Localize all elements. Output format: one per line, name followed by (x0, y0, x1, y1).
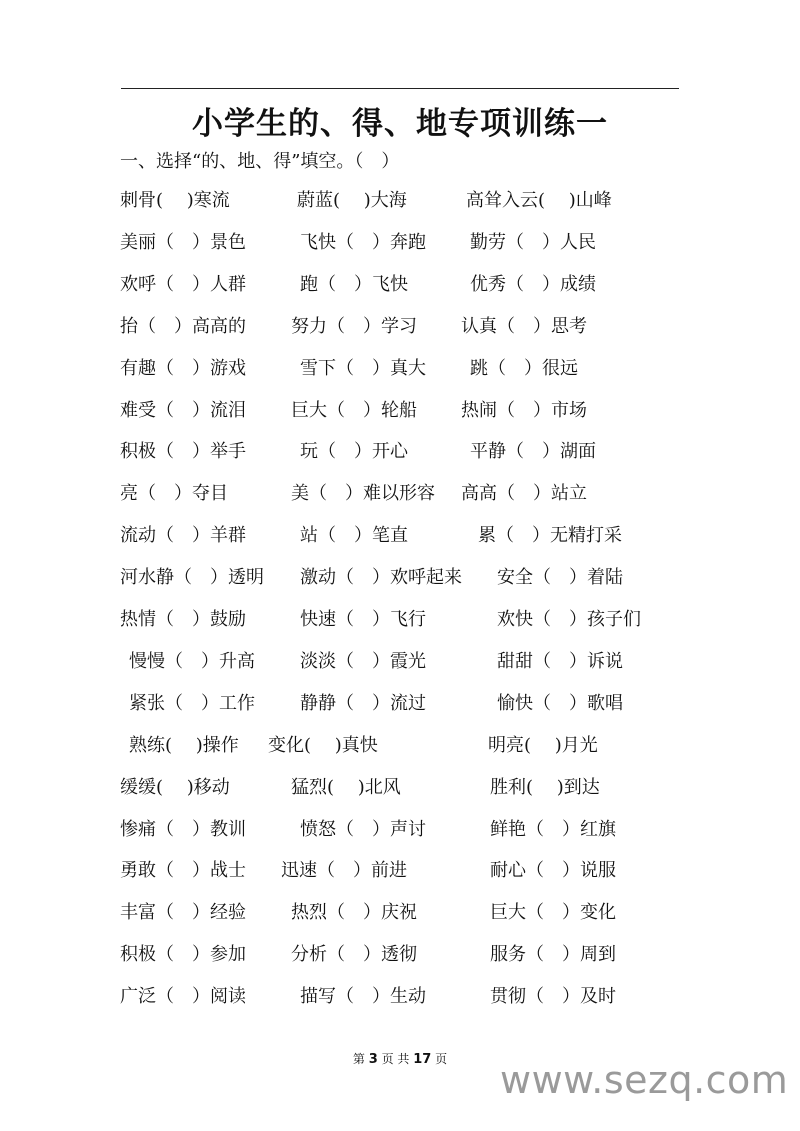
exercise-item: 河水静（ ）透明 (120, 567, 264, 589)
exercise-item: 惨痛（ ）教训 (120, 818, 246, 840)
exercise-item: 丰富（ ）经验 (120, 902, 246, 924)
exercise-item: 胜利( )到达 (490, 776, 600, 798)
exercise-item: 愤怒（ ）声讨 (300, 818, 426, 840)
exercise-item: 玩（ ）开心 (300, 441, 408, 463)
exercise-item: 静静（ ）流过 (300, 692, 426, 714)
exercise-item: 站（ ）笔直 (300, 525, 408, 547)
exercise-item: 努力（ ）学习 (291, 315, 417, 337)
exercise-item: 蔚蓝( )大海 (297, 190, 407, 211)
exercise-item: 快速（ ）飞行 (300, 609, 426, 630)
exercise-item: 美丽（ ）景色 (120, 231, 246, 253)
exercise-item: 贯彻（ ）及时 (490, 986, 616, 1008)
watermark: www.sezq.com (500, 1058, 789, 1102)
exercise-item: 耐心（ ）说服 (490, 860, 616, 882)
exercise-item: 高耸入云( )山峰 (466, 190, 612, 211)
current-page: 3 (368, 1052, 378, 1067)
exercise-item: 刺骨( )寒流 (120, 190, 230, 211)
footer-suffix: 页 (435, 1052, 448, 1066)
exercise-item: 分析（ ）透彻 (291, 944, 417, 966)
page-title: 小学生的、得、地专项训练一 (192, 106, 608, 142)
exercise-item: 缓缓( )移动 (120, 776, 230, 798)
instruction: 一、选择“的、地、得”填空。（ ） (120, 151, 400, 172)
exercise-item: 认真（ ）思考 (461, 315, 587, 337)
exercise-item: 热闹（ ）市场 (461, 399, 587, 421)
header-rule (121, 88, 679, 89)
exercise-item: 亮（ ）夺目 (120, 483, 228, 505)
exercise-item: 慢慢（ ）升高 (129, 650, 255, 672)
exercise-item: 广泛（ ）阅读 (120, 986, 246, 1008)
exercise-item: 跳（ ）很远 (470, 357, 578, 379)
exercise-item: 平静（ ）湖面 (470, 441, 596, 463)
footer-middle: 页 共 (381, 1052, 410, 1066)
exercise-item: 勇敢（ ）战士 (120, 860, 246, 882)
exercise-item: 跑（ ）飞快 (300, 273, 408, 295)
exercise-item: 优秀（ ）成绩 (470, 273, 596, 295)
exercise-item: 巨大（ ）变化 (490, 902, 616, 924)
exercise-item: 欢快（ ）孩子们 (497, 609, 641, 630)
exercise-item: 明亮( )月光 (488, 734, 598, 756)
exercise-item: 难受（ ）流泪 (120, 399, 246, 421)
exercise-item: 紧张（ ）工作 (129, 692, 255, 714)
exercise-item: 熟练( )操作 (129, 734, 239, 756)
exercise-item: 有趣（ ）游戏 (120, 357, 246, 379)
exercise-item: 美（ ）难以形容 (291, 483, 435, 505)
exercise-item: 巨大（ ）轮船 (291, 399, 417, 421)
exercise-item: 安全（ ）着陆 (497, 567, 623, 589)
exercise-item: 累（ ）无精打采 (478, 525, 622, 547)
exercise-item: 甜甜（ ）诉说 (497, 650, 623, 672)
exercise-item: 淡淡（ ）霞光 (300, 650, 426, 672)
exercise-item: 猛烈( )北风 (291, 776, 401, 798)
exercise-item: 热情（ ）鼓励 (120, 609, 246, 630)
exercise-item: 变化( )真快 (268, 734, 378, 756)
exercise-item: 热烈（ ）庆祝 (291, 902, 417, 924)
exercise-item: 描写（ ）生动 (300, 986, 426, 1008)
exercise-item: 积极（ ）参加 (120, 944, 246, 966)
exercise-item: 抬（ ）高高的 (120, 315, 246, 337)
exercise-item: 雪下（ ）真大 (300, 357, 426, 379)
footer-prefix: 第 (352, 1052, 365, 1066)
exercise-item: 勤劳（ ）人民 (470, 231, 596, 253)
exercise-item: 积极（ ）举手 (120, 441, 246, 463)
exercise-item: 流动（ ）羊群 (120, 525, 246, 547)
exercise-item: 激动（ ）欢呼起来 (300, 567, 462, 589)
total-pages: 17 (413, 1052, 432, 1067)
exercise-item: 服务（ ）周到 (490, 944, 616, 966)
exercise-item: 欢呼（ ）人群 (120, 273, 246, 295)
exercise-item: 鲜艳（ ）红旗 (490, 818, 616, 840)
exercise-item: 愉快（ ）歌唱 (497, 692, 623, 714)
exercise-item: 迅速（ ）前进 (281, 860, 407, 882)
exercise-item: 高高（ ）站立 (461, 483, 587, 505)
exercise-item: 飞快（ ）奔跑 (300, 231, 426, 253)
